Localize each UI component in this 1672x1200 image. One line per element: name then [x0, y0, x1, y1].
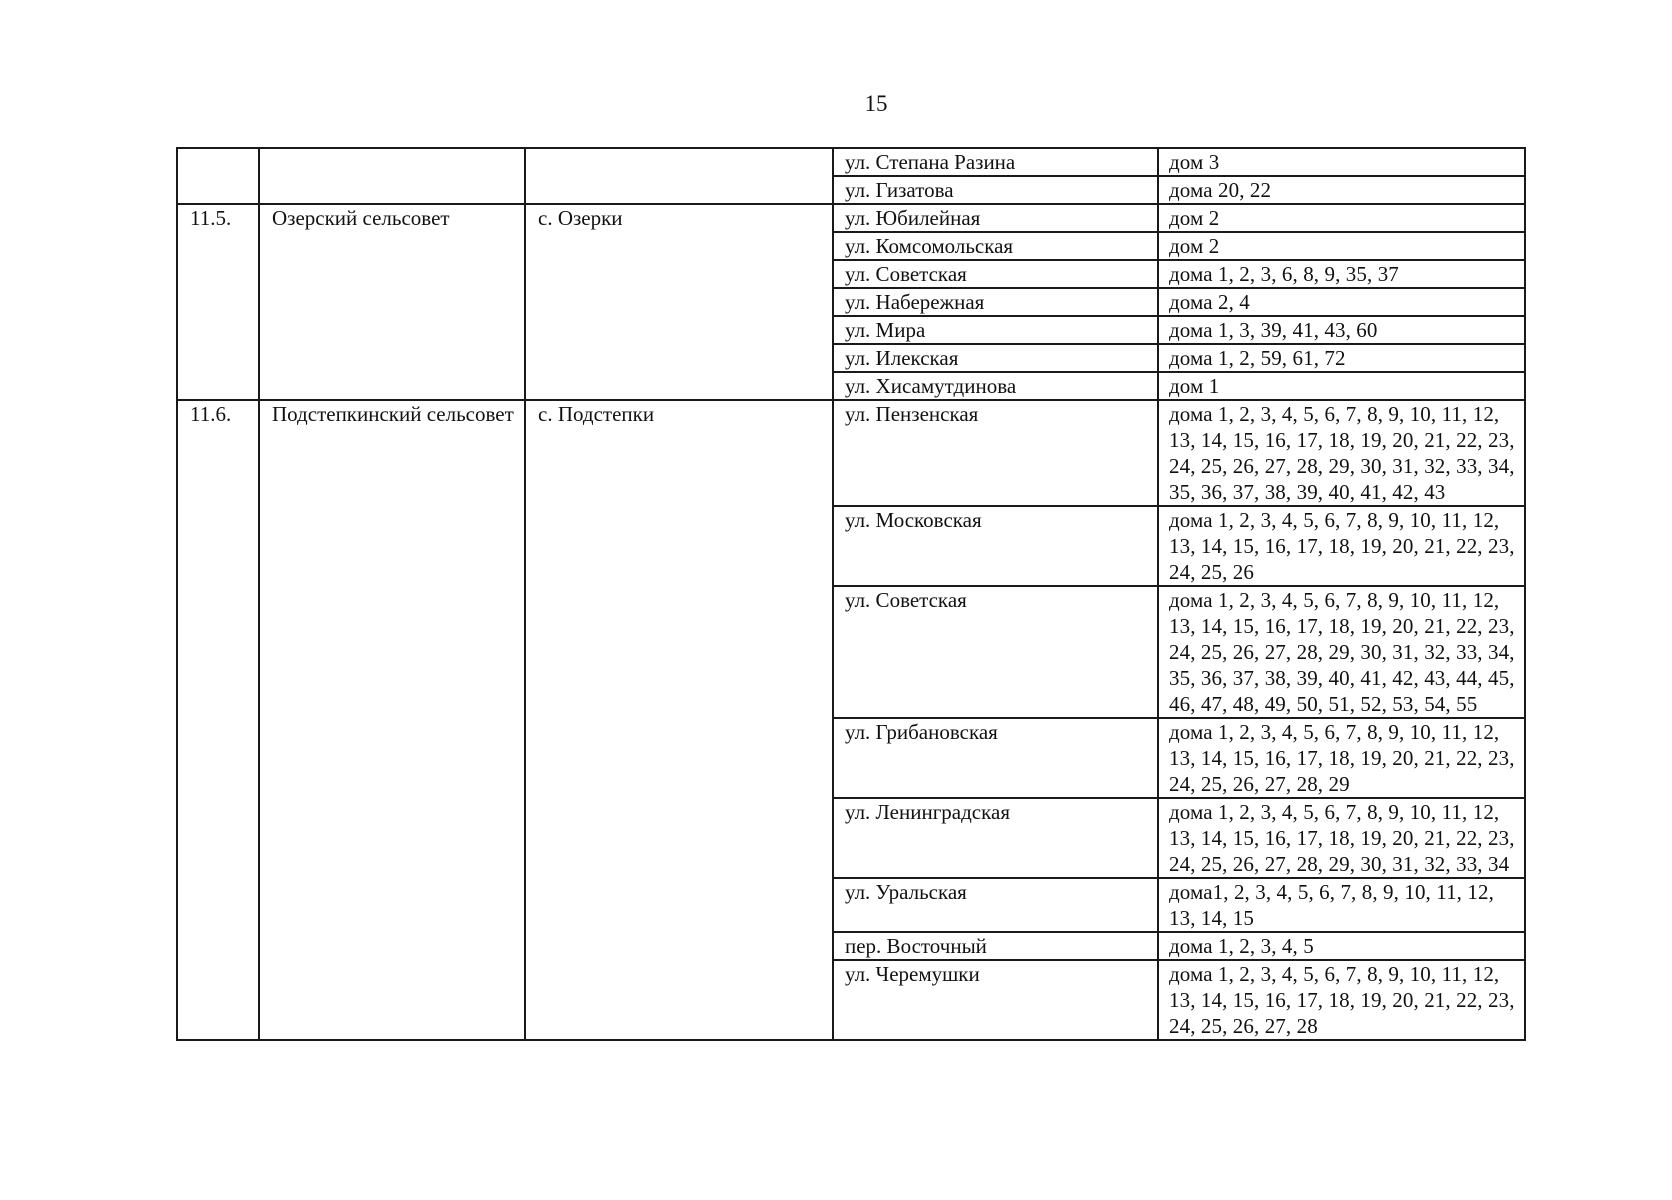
table-row — [177, 148, 1525, 176]
street-name: ул. Гизатова — [833, 176, 1158, 204]
council-name: Подстепкинский сельсовет — [259, 400, 525, 1040]
section-number: 11.5. — [177, 204, 259, 400]
house-numbers: дома 1, 2, 3, 4, 5, 6, 7, 8, 9, 10, 11, 12, 13, 14, 15, 16, 17, 18, 19, 20, 21, 22, 23, 24, 25, 26, 27, 28, 29, 30, 31, 32, 33, 34 — [1158, 798, 1525, 878]
section-number: 11.6. — [177, 400, 259, 1040]
house-numbers: дома 1, 2, 3, 4, 5, 6, 7, 8, 9, 10, 11, 12, 13, 14, 15, 16, 17, 18, 19, 20, 21, 22, 23, 24, 25, 26, 27, 28, 29 — [1158, 718, 1525, 798]
house-numbers: дома 1, 2, 3, 6, 8, 9, 35, 37 — [1158, 260, 1525, 288]
house-numbers: дома 1, 2, 3, 4, 5, 6, 7, 8, 9, 10, 11, 12, 13, 14, 15, 16, 17, 18, 19, 20, 21, 22, 23, 24, 25, 26, 27, 28, 29, 30, 31, 32, 33, 34, 35, 36, 37, 38, 39, 40, 41, 42, 43 — [1158, 400, 1525, 506]
street-name: ул. Советская — [833, 586, 1158, 718]
table-row — [177, 400, 1525, 506]
street-name: ул. Советская — [833, 260, 1158, 288]
house-numbers: дома 1, 2, 3, 4, 5, 6, 7, 8, 9, 10, 11, 12, 13, 14, 15, 16, 17, 18, 19, 20, 21, 22, 23, 24, 25, 26 — [1158, 506, 1525, 586]
village-name: с. Озерки — [525, 204, 833, 400]
street-name: ул. Московская — [833, 506, 1158, 586]
house-numbers: дом 2 — [1158, 204, 1525, 232]
street-name: ул. Юбилейная — [833, 204, 1158, 232]
address-table — [176, 147, 1526, 1041]
council-name: Озерский сельсовет — [259, 204, 525, 400]
street-name: ул. Набережная — [833, 288, 1158, 316]
street-name: ул. Илекская — [833, 344, 1158, 372]
house-numbers: дома1, 2, 3, 4, 5, 6, 7, 8, 9, 10, 11, 12, 13, 14, 15 — [1158, 878, 1525, 932]
street-name: ул. Пензенская — [833, 400, 1158, 506]
street-name: ул. Черемушки — [833, 960, 1158, 1040]
house-numbers: дома 2, 4 — [1158, 288, 1525, 316]
page-number: 15 — [864, 91, 888, 116]
house-numbers: дом 1 — [1158, 372, 1525, 400]
table-row — [177, 204, 1525, 232]
house-numbers: дома 1, 2, 59, 61, 72 — [1158, 344, 1525, 372]
street-name: ул. Ленинградская — [833, 798, 1158, 878]
village-cell — [525, 148, 833, 204]
street-name: ул. Мира — [833, 316, 1158, 344]
house-numbers: дома 1, 2, 3, 4, 5, 6, 7, 8, 9, 10, 11, 12, 13, 14, 15, 16, 17, 18, 19, 20, 21, 22, 23, 24, 25, 26, 27, 28, 29, 30, 31, 32, 33, 34, 35, 36, 37, 38, 39, 40, 41, 42, 43, 44, 45, 46, 47, 48, 49, 50, 51, 52, 53, 54, 55 — [1158, 586, 1525, 718]
council-cell — [259, 148, 525, 204]
street-name: пер. Восточный — [833, 932, 1158, 960]
house-numbers: дома 1, 3, 39, 41, 43, 60 — [1158, 316, 1525, 344]
house-numbers: дом 3 — [1158, 148, 1525, 176]
house-numbers: дом 2 — [1158, 232, 1525, 260]
village-name: с. Подстепки — [525, 400, 833, 1040]
street-name: ул. Хисамутдинова — [833, 372, 1158, 400]
street-name: ул. Степана Разина — [833, 148, 1158, 176]
street-name: ул. Уральская — [833, 878, 1158, 932]
section-number-cell — [177, 148, 259, 204]
street-name: ул. Грибановская — [833, 718, 1158, 798]
street-name: ул. Комсомольская — [833, 232, 1158, 260]
house-numbers: дома 20, 22 — [1158, 176, 1525, 204]
house-numbers: дома 1, 2, 3, 4, 5 — [1158, 932, 1525, 960]
house-numbers: дома 1, 2, 3, 4, 5, 6, 7, 8, 9, 10, 11, 12, 13, 14, 15, 16, 17, 18, 19, 20, 21, 22, 23, 24, 25, 26, 27, 28 — [1158, 960, 1525, 1040]
